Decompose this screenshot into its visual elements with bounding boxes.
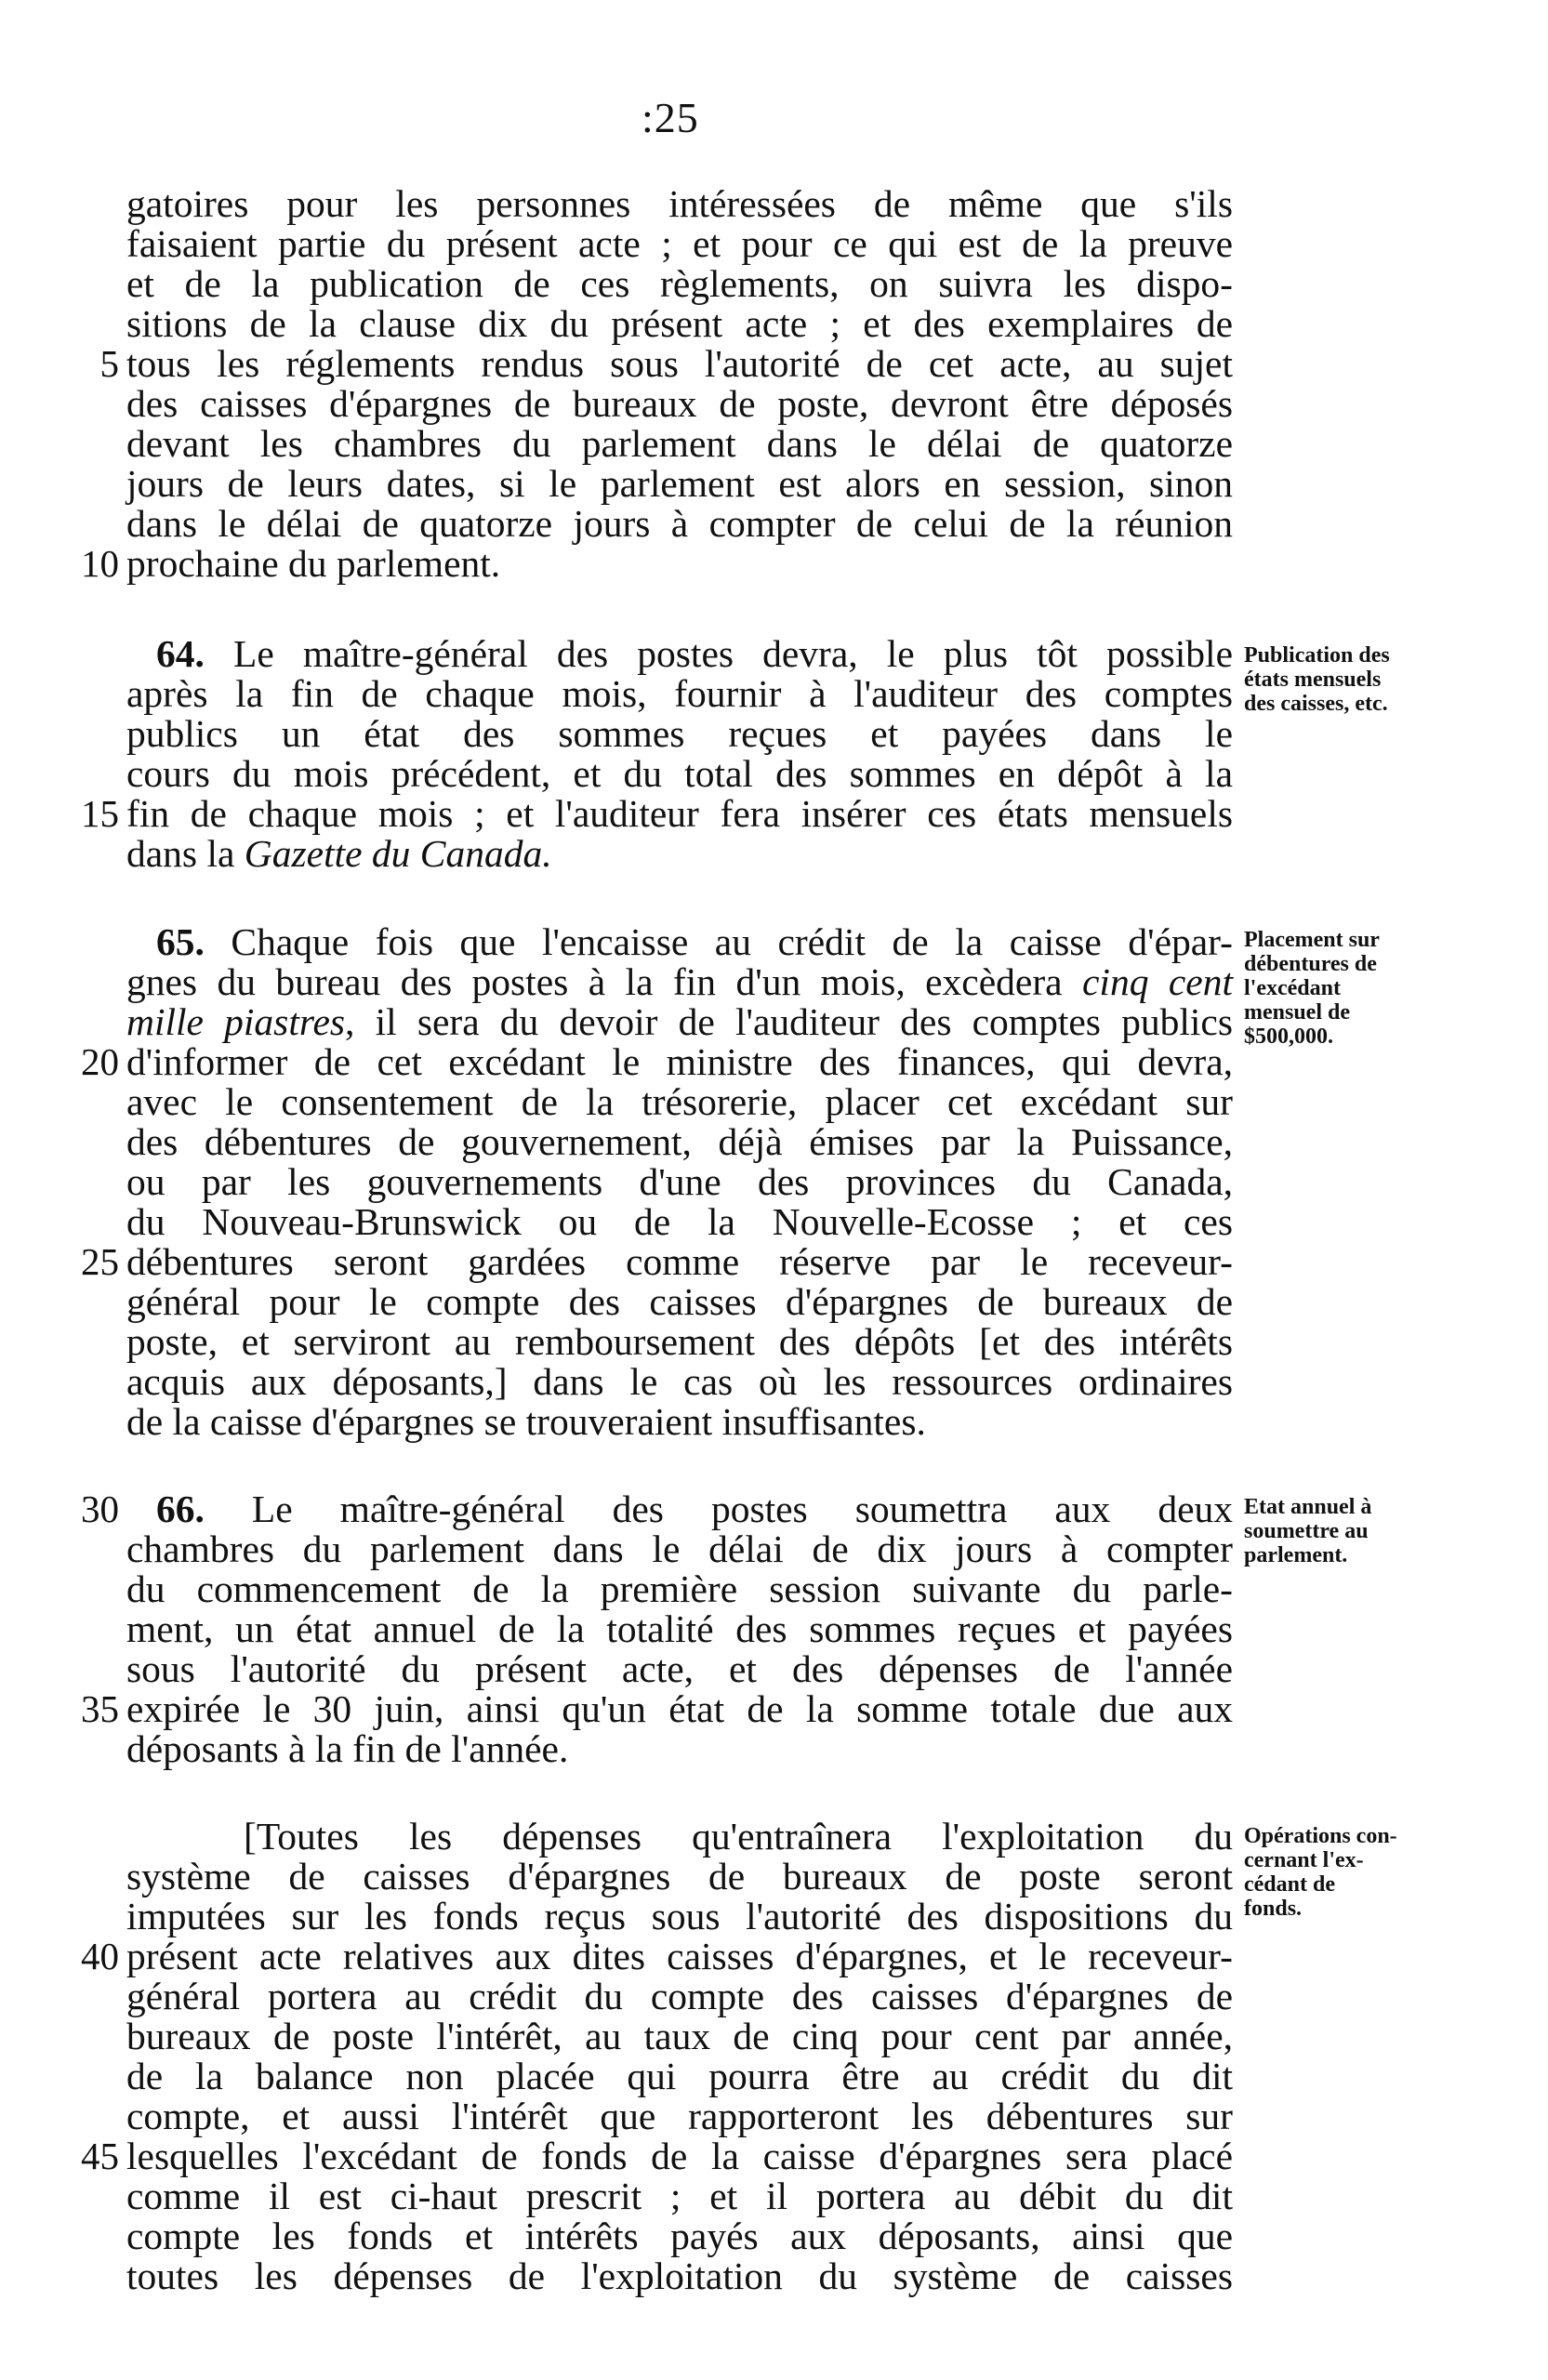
text-line: tous les réglements rendus sous l'autorité de cet acte, au sujet [126, 342, 1233, 385]
line-number: 15 [81, 792, 119, 835]
line-number: 20 [81, 1040, 119, 1083]
text-line: acquis aux déposants,] dans le cas où les ressources ordinaires [126, 1360, 1233, 1403]
text-line: jours de leurs dates, si le parlement est alors en session, sinon [126, 462, 1233, 505]
line-number: 35 [81, 1687, 119, 1730]
text-line: des caisses d'épargnes de bureaux de poste, devront être déposés [126, 382, 1233, 425]
text-line: sous l'autorité du présent acte, et des dépenses de l'année [126, 1647, 1233, 1690]
text-line: [Toutes les dépenses qu'entraînera l'exploitation du [244, 1815, 1233, 1858]
line-number: 30 [81, 1488, 119, 1530]
text-line: du Nouveau-Brunswick ou de la Nouvelle-Ecosse ; et ces [126, 1200, 1233, 1243]
text-line: d'informer de cet excédant le ministre des finances, qui devra, [126, 1040, 1233, 1083]
line-number: 40 [81, 1935, 119, 1977]
text-line: publics un état des sommes reçues et payées dans le [126, 712, 1233, 755]
text-line: bureaux de poste l'intérêt, au taux de cinq pour cent par année, [126, 2015, 1233, 2057]
margin-note-line: Placement sur [1244, 928, 1380, 952]
line-number: 10 [81, 542, 119, 585]
text-run: , il sera du devoir de l'auditeur des comptes publics [345, 1000, 1233, 1043]
margin-note-line: $500,000. [1244, 1025, 1333, 1049]
section-text: Le maître-général des postes devra, le plus tôt possible [232, 632, 1233, 675]
text-line: avec le consentement de la trésorerie, placer cet excédant sur [126, 1080, 1233, 1123]
section-number: 64. [156, 632, 205, 675]
margin-note-line: Opérations con- [1244, 1824, 1397, 1848]
section-text: Le maître-général des postes soumettra aux deux [251, 1488, 1233, 1530]
page-number: :25 [642, 94, 699, 141]
margin-note-line: l'excédant [1244, 976, 1341, 1000]
text-line: prochaine du parlement. [126, 542, 501, 585]
italic-text: mille piastres [126, 1000, 346, 1043]
text-line: fin de chaque mois ; et l'auditeur fera insérer ces états mensuels [126, 792, 1233, 835]
text-line: toutes les dépenses de l'exploitation du système de caisses [126, 2254, 1233, 2297]
section-65-first-line [156, 920, 1233, 963]
text-run: gnes du bureau des postes à la fin d'un mois, excèdera [126, 960, 1082, 1003]
margin-note-line: états mensuels [1244, 668, 1382, 692]
text-line: sitions de la clause dix du présent acte ; et des exemplaires de [126, 302, 1233, 345]
margin-note-line: cédant de [1244, 1872, 1335, 1897]
text-line: après la fin de chaque mois, fournir à l'auditeur des comptes [126, 672, 1233, 715]
text-line: gatoires pour les personnes intéressées de même que s'ils [126, 182, 1233, 225]
text-line: chambres du parlement dans le délai de dix jours à compter [126, 1527, 1233, 1570]
section-text: Chaque fois que l'encaisse au crédit de la caisse d'épar- [231, 920, 1233, 963]
text-run: dans la [126, 832, 245, 875]
text-line: poste, et serviront au remboursement des dépôts [et des intérêts [126, 1320, 1233, 1363]
text-line [126, 960, 1233, 1003]
text-line: du commencement de la première session suivante du parle- [126, 1567, 1233, 1610]
text-line [126, 832, 1233, 875]
margin-note-line: Publication des [1244, 643, 1390, 668]
italic-text: Gazette du Canada. [244, 832, 552, 875]
text-line: et de la publication de ces règlements, on suivra les dispo- [126, 262, 1233, 305]
text-line: comme il est ci-haut prescrit ; et il portera au débit du dit [126, 2175, 1233, 2217]
text-line: de la caisse d'épargnes se trouveraient insuffisantes. [126, 1400, 926, 1443]
text-line: devant les chambres du parlement dans le délai de quatorze [126, 422, 1233, 465]
section-number: 66. [156, 1488, 205, 1530]
text-line: de la balance non placée qui pourra être au crédit du dit [126, 2055, 1233, 2097]
margin-note-placement [1244, 928, 1541, 1049]
text-line: cours du mois précédent, et du total des sommes en dépôt à la [126, 752, 1233, 795]
text-line: système de caisses d'épargnes de bureaux de poste seront [126, 1855, 1233, 1897]
margin-note-operations [1244, 1824, 1541, 1921]
text-line: ment, un état annuel de la totalité des sommes reçues et payées [126, 1607, 1233, 1650]
margin-note-publication [1244, 643, 1541, 716]
italic-text: cinq cent [1082, 960, 1234, 1003]
section-number: 65. [156, 920, 205, 963]
margin-note-line: débentures de [1244, 952, 1377, 976]
margin-note-line: cernant l'ex- [1244, 1848, 1364, 1872]
margin-note-line: des caisses, etc. [1244, 692, 1388, 716]
section-64-first-line [156, 632, 1233, 675]
text-line: présent acte relatives aux dites caisses d'épargnes, et le receveur- [126, 1935, 1233, 1977]
text-line: général portera au crédit du compte des caisses d'épargnes de [126, 1975, 1233, 2017]
text-line: expirée le 30 juin, ainsi qu'un état de la somme totale due aux [126, 1687, 1233, 1730]
text-line: ou par les gouvernements d'une des provinces du Canada, [126, 1160, 1233, 1203]
text-line: déposants à la fin de l'année. [126, 1727, 569, 1770]
text-line: lesquelles l'excédant de fonds de la caisse d'épargnes sera placé [126, 2135, 1233, 2177]
line-number: 5 [99, 342, 119, 385]
text-line: faisaient partie du présent acte ; et pour ce qui est de la preuve [126, 222, 1233, 265]
margin-note-etat-annuel [1244, 1495, 1541, 1567]
text-line: imputées sur les fonds reçus sous l'autorité des dispositions du [126, 1895, 1233, 1937]
text-line: compte les fonds et intérêts payés aux déposants, ainsi que [126, 2215, 1233, 2257]
margin-note-line: mensuel de [1244, 1000, 1350, 1025]
text-line [126, 1000, 1233, 1043]
text-line: des débentures de gouvernement, déjà émises par la Puissance, [126, 1120, 1233, 1163]
text-line: débentures seront gardées comme réserve par le receveur- [126, 1240, 1233, 1283]
text-line: général pour le compte des caisses d'épargnes de bureaux de [126, 1280, 1233, 1323]
margin-note-line: Etat annuel à [1244, 1495, 1372, 1519]
margin-note-line: fonds. [1244, 1897, 1303, 1921]
line-number: 25 [81, 1240, 119, 1283]
section-66-first-line [156, 1488, 1233, 1530]
text-line: dans le délai de quatorze jours à compter de celui de la réunion [126, 502, 1233, 545]
text-line: compte, et aussi l'intérêt que rapporteront les débentures sur [126, 2095, 1233, 2137]
line-number: 45 [81, 2135, 119, 2177]
margin-note-line: parlement. [1244, 1543, 1348, 1567]
margin-note-line: soumettre au [1244, 1519, 1369, 1543]
